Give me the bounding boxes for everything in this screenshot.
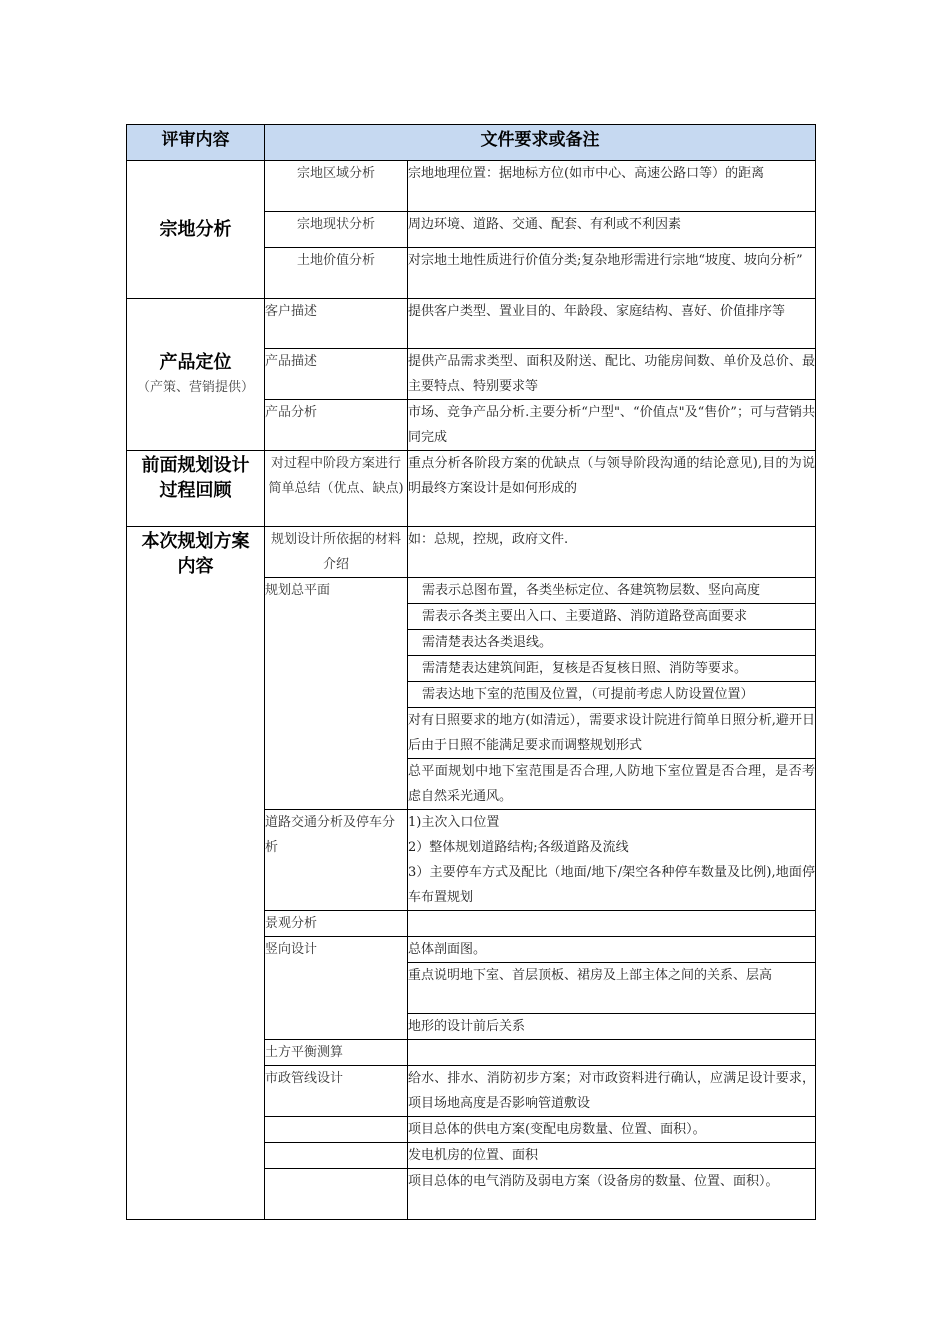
empty-cell <box>265 1117 408 1143</box>
requirement-note: 项目总体的供电方案(变配电房数量、位置、面积）。 <box>408 1117 816 1143</box>
subitem-label: 土地价值分析 <box>265 248 408 299</box>
requirement-note: 给水、排水、消防初步方案；对市政资料进行确认，应满足设计要求，项目场地高度是否影响管道敷设 <box>408 1066 816 1117</box>
requirement-note: 对有日照要求的地方(如清远），需要求设计院进行简单日照分析,避开日后由于日照不能满足要求而调整规划形式 <box>408 708 816 759</box>
requirement-note: 重点说明地下室、首层顶板、裙房及上部主体之间的关系、层高 <box>408 963 816 1014</box>
requirement-note: 地形的设计前后关系 <box>408 1014 816 1040</box>
requirement-note: 提供客户类型、置业目的、年龄段、家庭结构、喜好、价值排序等 <box>408 299 816 349</box>
requirement-note: 需表示各类主要出入口、主要道路、消防道路登高面要求 <box>408 604 816 630</box>
requirement-note: 需表达地下室的范围及位置，（可提前考虑人防设置位置） <box>408 682 816 708</box>
requirement-note: 需表示总图布置，各类坐标定位、各建筑物层数、竖向高度 <box>408 578 816 604</box>
requirement-note <box>408 810 816 911</box>
subitem-label: 对过程中阶段方案进行简单总结（优点、缺点) <box>265 451 408 527</box>
requirement-note: 提供产品需求类型、面积及附送、配比、功能房间数、单价及总价、最主要特点、特别要求等 <box>408 349 816 400</box>
category-title: 宗地分析 <box>159 219 232 240</box>
requirement-note: 需清楚表达各类退线。 <box>408 630 816 656</box>
subitem-label: 规划设计所依据的材料介绍 <box>265 527 408 578</box>
category-site-analysis <box>127 161 265 299</box>
subitem-label: 土方平衡测算 <box>265 1040 408 1066</box>
subitem-label: 规划总平面 <box>265 578 408 810</box>
requirement-note: 市场、竞争产品分析.主要分析“户型"、“价值点"及“售价”；可与营销共同完成 <box>408 400 816 451</box>
requirement-note: 周边环境、道路、交通、配套、有利或不利因素 <box>408 212 816 248</box>
requirement-note <box>408 1040 816 1066</box>
category-product-positioning <box>127 299 265 451</box>
requirement-note: 重点分析各阶段方案的优缺点（与领导阶段沟通的结论意见),目的为说明最终方案设计是如何形成的 <box>408 451 816 527</box>
subitem-label: 竖向设计 <box>265 937 408 1040</box>
header-requirements: 文件要求或备注 <box>265 125 816 161</box>
subitem-label: 产品分析 <box>265 400 408 451</box>
traffic-line: 2）整体规划道路结构;各级道路及流线 <box>408 840 629 855</box>
table-header-row <box>127 125 816 161</box>
subitem-label: 市政管线设计 <box>265 1066 408 1117</box>
requirement-note: 需清楚表达建筑间距，复核是否复核日照、消防等要求。 <box>408 656 816 682</box>
requirement-note: 宗地地理位置：据地标方位(如市中心、高速公路口等）的距离 <box>408 161 816 212</box>
requirement-note: 项目总体的电气消防及弱电方案（设备房的数量、位置、面积）。 <box>408 1169 816 1220</box>
requirement-note: 如：总规，控规，政府文件. <box>408 527 816 578</box>
category-plan-content <box>127 527 265 1220</box>
requirement-note: 对宗地土地性质进行价值分类;复杂地形需进行宗地“坡度、坡向分析” <box>408 248 816 299</box>
subitem-label: 产品描述 <box>265 349 408 400</box>
subitem-label: 景观分析 <box>265 911 408 937</box>
subitem-label: 宗地现状分析 <box>265 212 408 248</box>
category-title: 产品定位 <box>159 351 232 373</box>
empty-cell <box>265 1169 408 1220</box>
review-table <box>126 124 816 1220</box>
table-row <box>127 451 816 527</box>
category-title: 本次规划方案内容 <box>141 531 250 577</box>
traffic-line: 1)主次入口位置 <box>408 815 500 830</box>
subitem-label: 宗地区域分析 <box>265 161 408 212</box>
header-review-content: 评审内容 <box>127 125 265 161</box>
subitem-label: 道路交通分析及停车分析 <box>265 810 408 911</box>
category-title: 前面规划设计过程回顾 <box>141 455 250 501</box>
requirement-note: 总体剖面图。 <box>408 937 816 963</box>
requirement-note: 总平面规划中地下室范围是否合理,人防地下室位置是否合理，是否考虑自然采光通风。 <box>408 759 816 810</box>
category-note: （产策、营销提供） <box>136 379 254 395</box>
traffic-line: 3）主要停车方式及配比（地面/地下/架空各种停车数量及比例),地面停车布置规划 <box>408 865 815 905</box>
subitem-label: 客户描述 <box>265 299 408 349</box>
table-row <box>127 161 816 212</box>
requirement-note: 发电机房的位置、面积 <box>408 1143 816 1169</box>
category-process-review <box>127 451 265 527</box>
requirement-note <box>408 911 816 937</box>
empty-cell <box>265 1143 408 1169</box>
table-row <box>127 527 816 578</box>
table-row <box>127 299 816 349</box>
